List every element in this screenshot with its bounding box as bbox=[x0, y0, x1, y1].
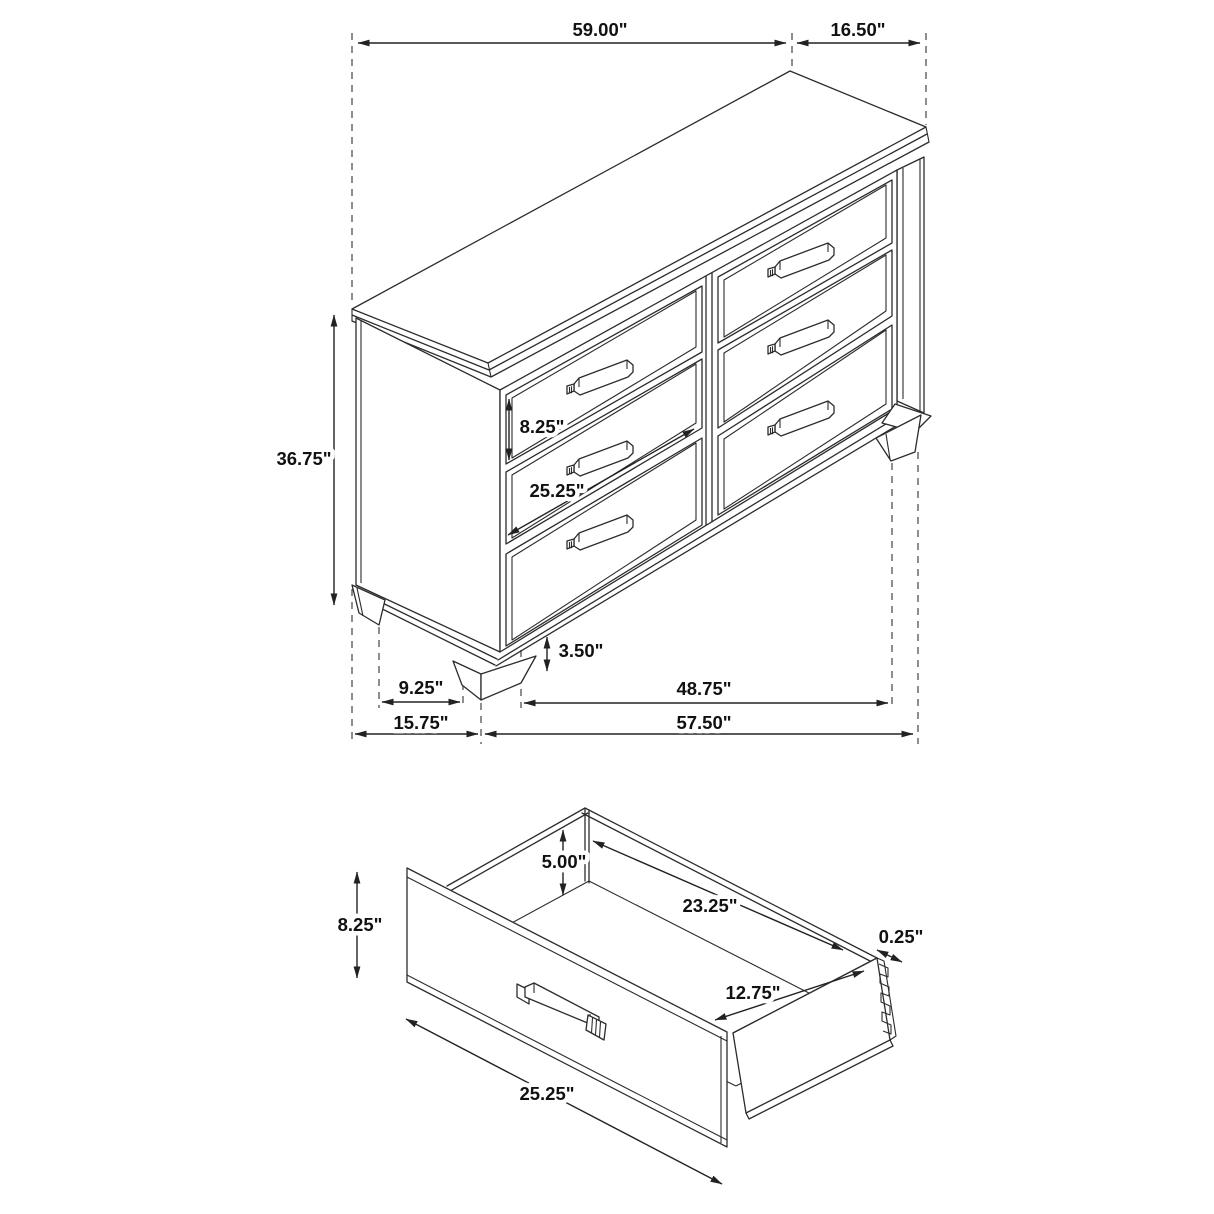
dim-dresser-foot-height: 3.50" bbox=[558, 640, 604, 661]
dim-dresser-height: 36.75" bbox=[276, 448, 332, 469]
dim-drawer-front-width: 25.25" bbox=[519, 1083, 575, 1104]
dim-dresser-base-front-width: 48.75" bbox=[676, 678, 732, 699]
dim-dresser-top-depth: 16.50" bbox=[830, 19, 886, 40]
drawer-view bbox=[338, 808, 924, 1184]
dresser-view bbox=[276, 19, 931, 744]
dim-drawer-panel-thickness: 0.25" bbox=[878, 926, 924, 947]
dim-drawer-inner-width: 23.25" bbox=[682, 895, 738, 916]
dim-drawer-inner-depth: 12.75" bbox=[725, 982, 781, 1003]
dresser-right-edge bbox=[897, 157, 924, 413]
dim-dresser-drawer-height: 8.25" bbox=[519, 416, 565, 437]
dim-dresser-top-width: 59.00" bbox=[572, 19, 628, 40]
dim-dresser-foot-offset: 9.25" bbox=[398, 677, 444, 698]
dim-dresser-base-width: 57.50" bbox=[676, 712, 732, 733]
dim-dresser-base-depth: 15.75" bbox=[393, 712, 449, 733]
dim-dresser-drawer-width: 25.25" bbox=[529, 480, 585, 501]
drawer-front-panel bbox=[407, 868, 727, 1147]
dim-drawer-side-height: 5.00" bbox=[541, 851, 587, 872]
dim-drawer-front-height: 8.25" bbox=[337, 914, 383, 935]
